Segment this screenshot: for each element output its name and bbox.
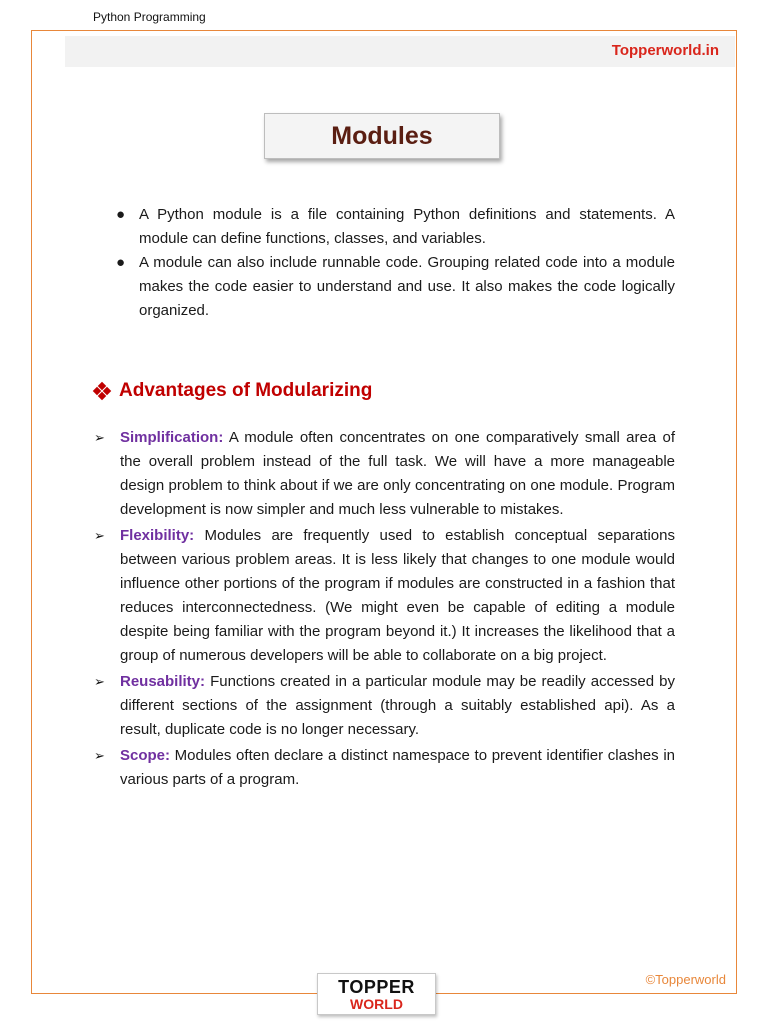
bullet-text: A Python module is a file containing Python definitions and statements. A module can define functions, classes, and variables. <box>139 206 675 247</box>
bullet-item <box>114 203 675 251</box>
diamond-bullet-icon <box>94 383 111 400</box>
advantage-term: Flexibility: <box>120 527 195 544</box>
brand-name: Topperworld.in <box>611 42 719 59</box>
advantage-term: Scope: <box>120 747 171 764</box>
page-title-box <box>264 113 500 159</box>
intro-bullets <box>114 203 675 323</box>
logo-bottom-text: WORLD <box>350 995 403 1012</box>
advantage-item-reusability <box>94 670 675 742</box>
bullet-dot-icon: ● <box>116 206 126 223</box>
arrow-bullet-icon: ➢ <box>94 674 105 689</box>
copyright-text: ©Topperworld <box>645 972 726 987</box>
advantage-text: A module often concentrates on one comparatively small area of the overall problem instead of the full task. We will have a more manageable design problem to think about if we are only concentrating on one module. Program development is now simpler and much less vulnerable to mistakes. <box>120 429 675 518</box>
bullet-text: A module can also include runnable code. Grouping related code into a module makes the code easier to understand and use. It also makes the code logically organized. <box>139 254 675 319</box>
page-title: Modules <box>331 121 433 150</box>
bullet-dot-icon: ● <box>116 254 126 271</box>
advantage-item-simplification <box>94 426 675 522</box>
arrow-bullet-icon: ➢ <box>94 528 105 543</box>
advantage-item-flexibility <box>94 524 675 668</box>
advantage-term: Reusability: <box>120 673 206 690</box>
advantages-heading <box>94 380 372 402</box>
running-header: Python Programming <box>93 10 206 24</box>
logo-top-text: TOPPER <box>338 976 415 997</box>
topperworld-logo <box>317 973 436 1015</box>
brand-bar <box>65 36 735 67</box>
arrow-bullet-icon: ➢ <box>94 748 105 763</box>
arrow-bullet-icon: ➢ <box>94 430 105 445</box>
advantages-list <box>94 426 675 794</box>
advantage-term: Simplification: <box>120 429 224 446</box>
advantage-text: Modules often declare a distinct namespace to prevent identifier clashes in various parts of a program. <box>120 747 675 788</box>
advantage-text: Functions created in a particular module may be readily accessed by different sections of the assignment (through a suitably established api). As a result, duplicate code is no longer necessary. <box>120 673 675 738</box>
advantage-item-scope <box>94 744 675 792</box>
advantage-text: Modules are frequently used to establish conceptual separations between various problem areas. It is less likely that changes to one module would influence other portions of the program if modules are constructed in a fashion that reduces interconnectedness. (We might even be capable of editing a module despite being familiar with the program beyond it.) It increases the likelihood that a group of numerous developers will be able to collaborate on a big project. <box>120 527 675 664</box>
bullet-item <box>114 251 675 323</box>
section-heading-text: Advantages of Modularizing <box>119 380 373 401</box>
